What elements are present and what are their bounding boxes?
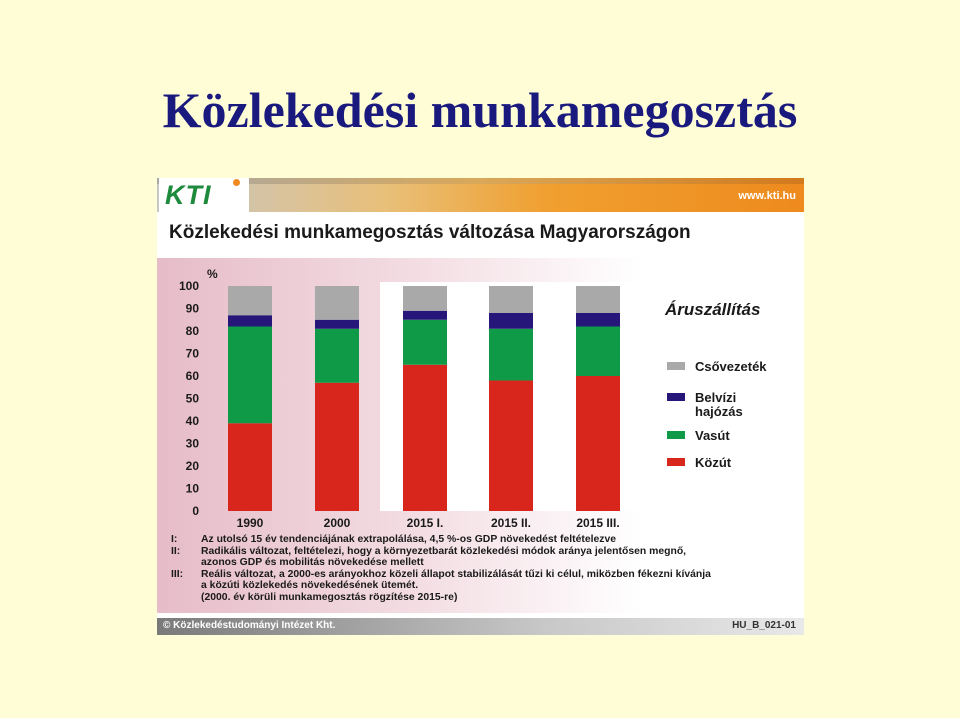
note-key: II: <box>171 545 181 557</box>
bar-segment <box>576 376 620 511</box>
legend-title: Áruszállítás <box>665 300 761 319</box>
y-tick-label: 60 <box>185 369 199 383</box>
note-continuation: (2000. év körüli munkamegosztás rögzítése 2015-re) <box>201 591 458 603</box>
note-text: Reális változat, a 2000-es arányokhoz közeli állapot stabilizálását tűzi ki célul, miközben fékezni kívánja <box>201 568 711 580</box>
logo-text: KTI <box>165 180 212 210</box>
legend-swatch <box>667 393 685 401</box>
note-key: III: <box>171 568 184 580</box>
legend-label: Csővezeték <box>695 359 767 374</box>
bar-segment <box>403 320 447 365</box>
bar-segment <box>403 311 447 320</box>
scenario-notes <box>171 534 801 604</box>
website-link[interactable]: www.kti.hu <box>738 190 796 202</box>
slide-footer <box>157 618 804 635</box>
stacked-bar-chart <box>157 258 804 533</box>
x-tick-label: 2015 II. <box>490 516 532 530</box>
page-title: Közlekedési munkamegosztás <box>162 82 798 138</box>
y-tick-label: 50 <box>185 391 199 406</box>
bar-segment <box>576 327 620 377</box>
kti-logo <box>159 178 249 212</box>
y-tick-label: 20 <box>185 459 199 473</box>
legend-label: Vasút <box>695 428 730 443</box>
bar-segment <box>228 327 272 424</box>
bar-segment <box>228 423 272 511</box>
bar-segment <box>489 381 533 512</box>
x-tick-label: 2015 III. <box>576 516 620 530</box>
bar-segment <box>576 313 620 327</box>
note-key: I: <box>171 534 178 545</box>
y-tick-label: 0 <box>192 504 199 518</box>
bar-segment <box>403 286 447 311</box>
y-tick-label: 10 <box>185 481 199 496</box>
chart-title: Közlekedési munkamegosztás változása Magyarországon <box>169 222 691 243</box>
x-tick-label: 2000 <box>323 516 351 530</box>
legend-swatch <box>667 458 685 466</box>
y-tick-label: 70 <box>185 346 199 361</box>
footer-copyright: © Közlekedéstudományi Intézet Kht. <box>163 620 336 631</box>
y-tick-label: 30 <box>185 436 199 451</box>
x-tick-label: 1990 <box>236 516 264 530</box>
bar-segment <box>228 286 272 315</box>
bar-segment <box>576 286 620 313</box>
bar-segment <box>403 365 447 511</box>
x-tick-label: 2015 I. <box>406 516 444 530</box>
bar-segment <box>315 286 359 320</box>
note-row <box>171 569 801 581</box>
note-continuation: a közúti közlekedés növekedésének ütemét. <box>201 580 419 592</box>
note-text: Radikális változat, feltételezi, hogy a környezetbarát közlekedési módok aránya jelentősen megnő, <box>201 545 687 557</box>
y-tick-label: 100 <box>178 279 199 293</box>
bar-segment <box>489 329 533 381</box>
note-continuation: azonos GDP és mobilitás növekedése mellett <box>201 557 424 569</box>
chart-slide <box>157 178 804 635</box>
y-tick-label: 80 <box>185 324 199 338</box>
legend-swatch <box>667 362 685 370</box>
legend-label: Belvízi <box>695 390 737 405</box>
note-text: Az utolsó 15 év tendenciájának extrapolálása, 4,5 %-os GDP növekedést feltételezve <box>201 534 617 545</box>
y-axis-label: % <box>207 267 218 281</box>
legend-swatch <box>667 431 685 439</box>
footer-code: HU_B_021-01 <box>732 620 796 631</box>
bar-segment <box>489 313 533 329</box>
note-row <box>171 546 801 558</box>
header-stripe <box>157 178 804 184</box>
y-tick-label: 90 <box>185 301 199 316</box>
note-row <box>171 534 801 546</box>
y-tick-label: 40 <box>185 414 199 428</box>
bar-segment <box>315 383 359 511</box>
bar-segment <box>489 286 533 313</box>
logo-dot-icon <box>233 179 240 186</box>
slide-header-bar <box>157 178 804 212</box>
legend-label: hajózás <box>695 404 743 419</box>
legend-label: Közút <box>695 455 732 470</box>
bar-segment <box>315 329 359 383</box>
bar-segment <box>315 320 359 329</box>
bar-segment <box>228 315 272 326</box>
